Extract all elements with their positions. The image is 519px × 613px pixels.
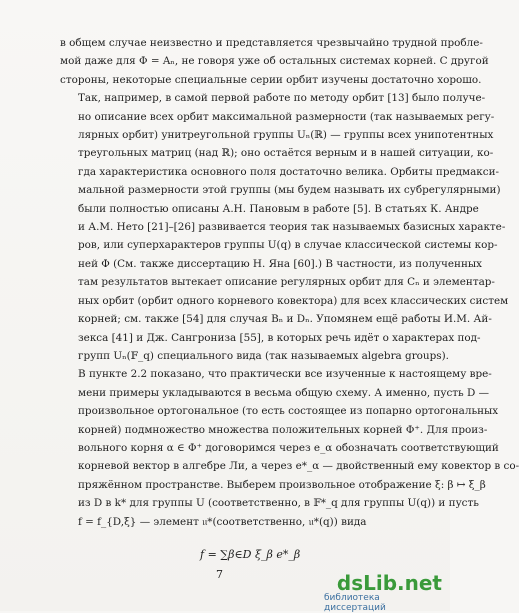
text-line: ров, или суперхарактеров группы U(q) в случае классической системы кор- [78,239,498,252]
text-line: групп Uₙ(𝔽_q) специального вида (так называемых algebra groups). [78,349,449,362]
text-line: зекса [41] и Дж. Сангрониза [55], в которых речь идёт о характерах под- [78,331,481,344]
text-line: f = f_{D,ξ} — элемент 𝔲*(соответственно, 𝔲*(q)) вида [78,515,367,528]
body-text [60,34,519,531]
text-line: и А.М. Нето [21]–[26] развивается теория так называемых базисных характе- [78,221,506,234]
watermark-subtitle: библиотека диссертаций [324,593,386,613]
text-line: гда характеристика основного поля достаточно велика. Орбиты предмакси- [78,165,500,178]
text-line: В пункте 2.2 показано, что практически все изученные к настоящему вре- [78,368,492,381]
text-line: ней Φ (См. также диссертацию Н. Яна [60].) В частности, из полученных [78,257,483,270]
paragraph-3 [60,365,519,531]
site-watermark [324,571,442,613]
text-line: Так, например, в самой первой работе по методу орбит [13] было получе- [78,92,486,105]
text-line: вольного корня α ∈ Φ⁺ договоримся через e_α обозначать соответствующий [78,441,499,454]
text-line: мой даже для Φ = Aₙ, не говоря уже об остальных системах корней. С другой [60,55,489,68]
text-line: корней; см. также [54] для случая Bₙ и Dₙ. Упомянем ещё работы И.М. Ай- [78,313,492,326]
text-line: корневой вектор в алгебре Ли, а через e*_α — двойственный ему ковектор в со- [78,460,519,473]
text-line: из D в k* для группы U (соответственно, в 𝔽*_q для группы U(q)) и пусть [78,497,479,510]
page-number: 7 [216,568,223,581]
text-line: произвольное ортогональное (то есть состоящее из попарно ортогональных [78,405,499,418]
text-line: корней) подмножество множества положительных корней Φ⁺. Для произ- [78,423,488,436]
text-line: мальной размерности этой группы (мы будем называть их субрегулярными) [78,184,501,197]
text-line: треугольных матриц (над ℝ); оно остаётся верным и в нашей ситуации, ко- [78,147,494,160]
paragraph-1 [60,34,489,89]
text-line: мени примеры укладываются в весьма общую схему. А именно, пусть D — [78,386,490,399]
text-line: стороны, некоторые специальные серии орбит изучены достаточно хорошо. [60,73,482,86]
text-line: были полностью описаны А.Н. Пановым в работе [5]. В статьях К. Андре [78,202,479,215]
paragraph-2 [60,89,509,365]
text-line: пряжённом пространстве. Выберем произвольное отображение ξ: β ↦ ξ_β [78,478,486,491]
text-line: лярных орбит) унитреугольной группы Uₙ(ℝ) — группы всех унипотентных [78,129,494,142]
text-line: ных орбит (орбит одного корневого ковектора) для всех классических систем [78,294,509,307]
text-line: но описание всех орбит максимальной размерности (так называемых регу- [78,110,495,123]
watermark-logo: dsLib.net [336,571,442,595]
text-line: в общем случае неизвестно и представляется чрезвычайно трудной пробле- [60,37,483,49]
text-line: там результатов вытекает описание регулярных орбит для Cₙ и элементар- [78,276,495,289]
display-formula: f = ∑β∈D ξ_β e*_β [200,548,301,561]
